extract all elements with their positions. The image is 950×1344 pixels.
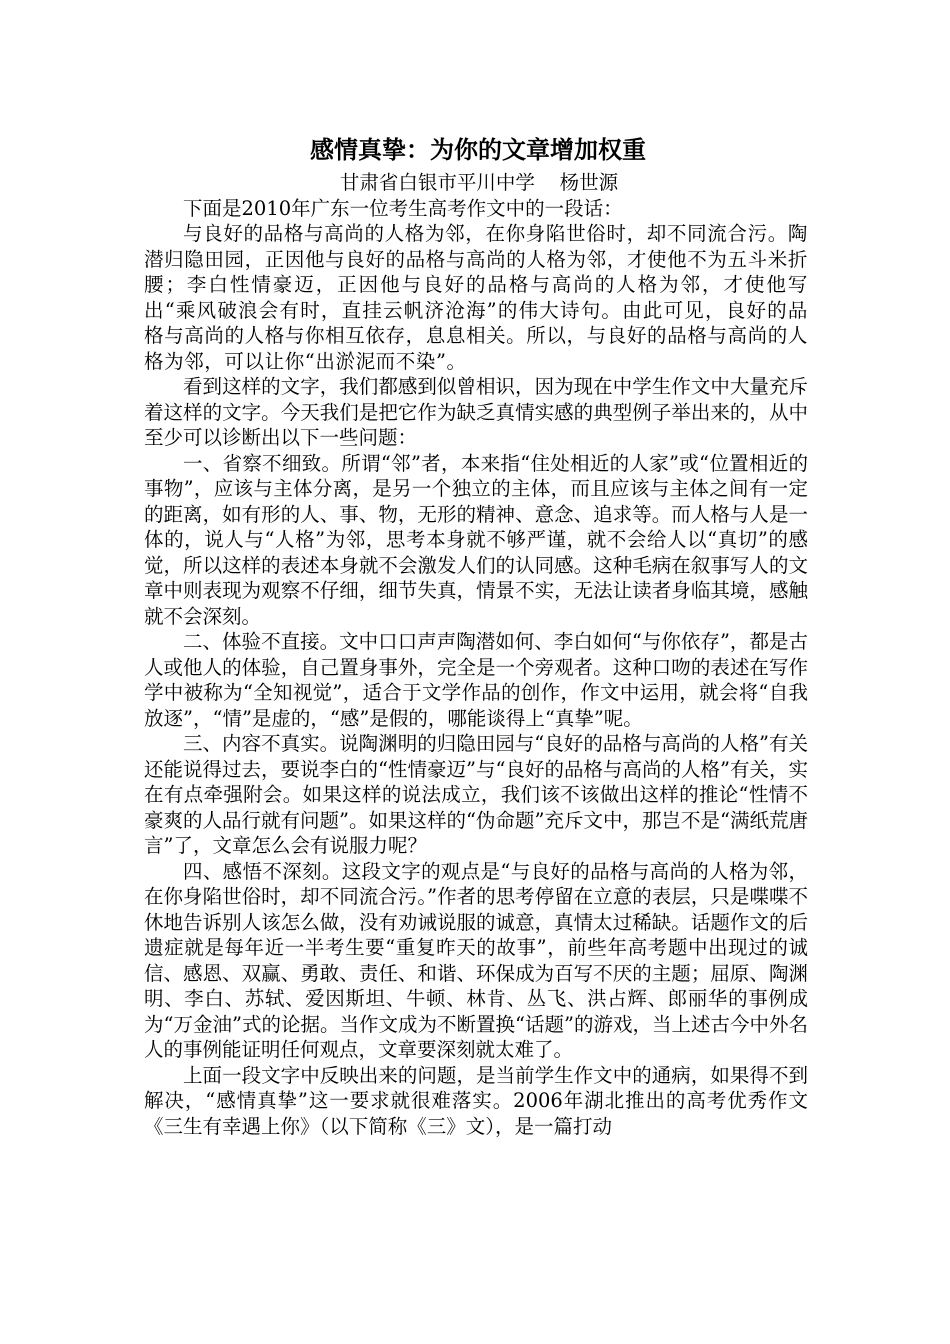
- document-page: [144, 130, 808, 1139]
- paragraph-point-3: 三、内容不真实。说陶渊明的归隐田园与“良好的品格与高尚的人格”有关还能说得过去，要说李白的“性情豪迈”与“良好的品格与高尚的人格”有关，实在有点牵强附会。如果这样的说法成立，我们该不该做出这样的推论“性情不豪爽的人品行就有问题”。如果这样的“伪命题”充斥文中，那岂不是“满纸荒唐言”了，文章怎么会有说服力呢？: [144, 732, 808, 857]
- author-byline: 甘肃省白银市平川中学 杨世源: [339, 171, 619, 194]
- paragraph-reaction: 看到这样的文字，我们都感到似曾相识，因为现在中学生作文中大量充斥着这样的文字。今天我们是把它作为缺乏真情实感的典型例子举出来的，从中至少可以诊断出以下一些问题：: [144, 375, 808, 449]
- paragraph-point-2: 二、体验不直接。文中口口声声陶潜如何、李白如何“与你依存”，都是古人或他人的体验，自己置身事外，完全是一个旁观者。这种口吻的表述在写作学中被称为“全知视觉”，适合于文学作品的创作，作文中运用，就会将“自我放逐”，“情”是虚的，“感”是假的，哪能谈得上“真挚”呢。: [144, 630, 808, 730]
- paragraph-intro: 下面是2010年广东一位考生高考作文中的一段话：: [183, 196, 623, 220]
- paragraph-quoted-essay: 与良好的品格与高尚的人格为邻，在你身陷世俗时，却不同流合污。陶潜归隐田园，正因他与良好的品格与高尚的人格为邻，才使他不为五斗米折腰；李白性情豪迈，正因他与良好的品格与高尚的人格为邻，才使他写出“乘风破浪会有时，直挂云帆济沧海”的伟大诗句。由此可见，良好的品格与高尚的人格与你相互依存，息息相关。所以，与良好的品格与高尚的人格为邻，可以让你“出淤泥而不染”。: [144, 222, 808, 373]
- paragraph-conclusion: 上面一段文字中反映出来的问题，是当前学生作文中的通病，如果得不到解决，“感情真挚”这一要求就很难落实。2006年湖北推出的高考优秀作文《三生有幸遇上你》（以下简称《三》文），是一篇打动: [144, 1063, 808, 1138]
- document-title: 感情真挚：为你的文章增加权重: [310, 136, 646, 164]
- paragraph-point-1: 一、省察不细致。所谓“邻”者，本来指“住处相近的人家”或“位置相近的事物”，应该与主体分离，是另一个独立的主体，而且应该与主体之间有一定的距离，如有形的人、事、物，无形的精神、意念、追求等。而人格与人是一体的，说人与“人格”为邻，思考本身就不够严谨，就不会给人以“真切”的感觉，所以这样的表述本身就不会激发人们的认同感。这种毛病在叙事写人的文章中则表现为观察不仔细，细节失真，情景不实，无法让读者身临其境，感触就不会深刻。: [144, 451, 808, 628]
- paragraph-point-4: 四、感悟不深刻。这段文字的观点是“与良好的品格与高尚的人格为邻，在你身陷世俗时，却不同流合污。”作者的思考停留在立意的表层，只是喋喋不休地告诉别人该怎么做，没有劝诫说服的诚意，真情太过稀缺。话题作文的后遗症就是每年近一半考生要“重复昨天的故事”，前些年高考题中出现过的诚信、感恩、双赢、勇敢、责任、和谐、环保成为百写不厌的主题；屈原、陶渊明、李白、苏轼、爱因斯坦、牛顿、林肯、丛飞、洪占辉、郎丽华的事例成为“万金油”式的论据。当作文成为不断置换“话题”的游戏，当上述古今中外名人的事例能证明任何观点，文章要深刻就太难了。: [144, 859, 808, 1061]
